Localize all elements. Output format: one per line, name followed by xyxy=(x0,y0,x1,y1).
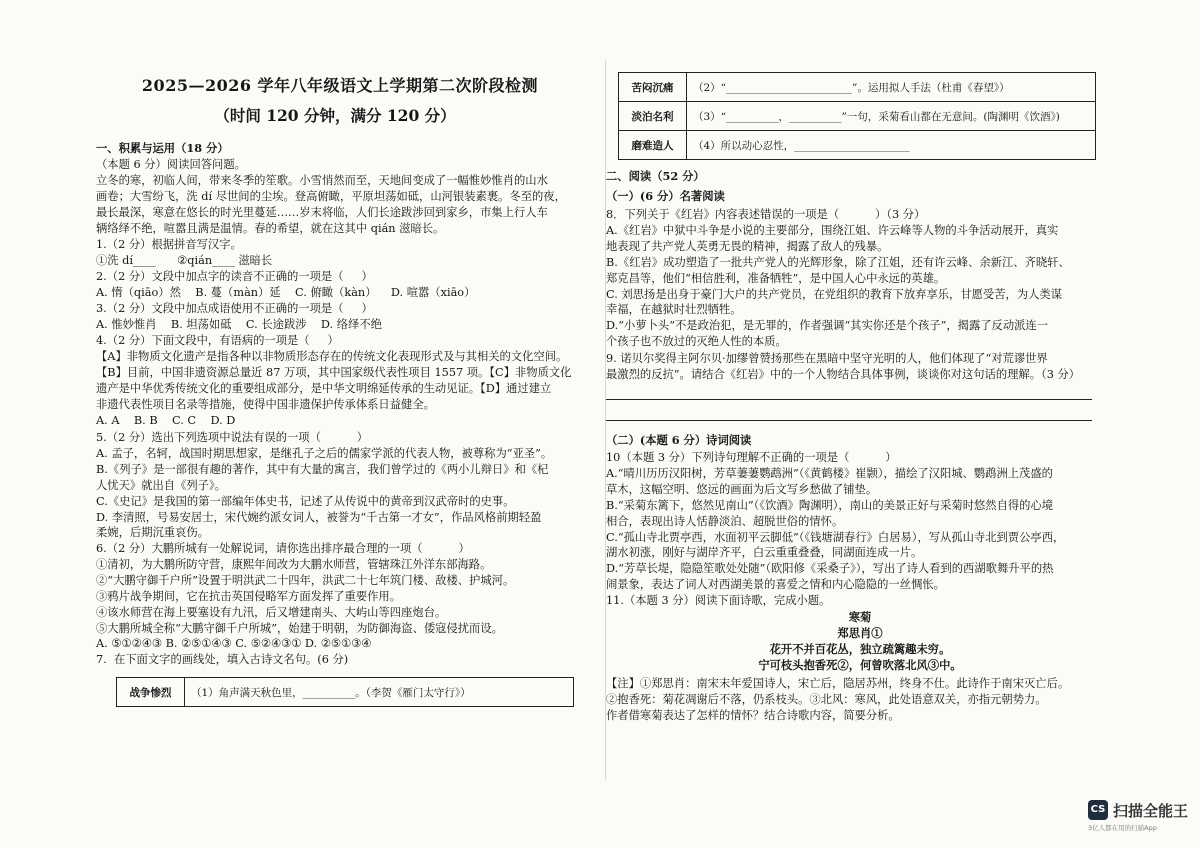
table-row xyxy=(619,102,1096,131)
poem-line: 花开不并百花丛，独立疏篱趣未穷。 xyxy=(769,642,951,656)
question-1: 1.（2 分）根据拼音写汉字。 ①洗 dí____ ②qián____ 滋暗长 xyxy=(96,238,273,267)
question-2: 2.（2 分）文段中加点字的读音不正确的一项是（ ） A. 惰（qiāo）然 B. 蔓（màn）延 C. 俯瞰（kàn） D. 喧嚣（xiāo） xyxy=(96,270,476,299)
question-3: 3.（2 分）文段中加点成语使用不正确的一项是（ ） A. 惟妙惟肖 B. 坦荡如砥 C. 长途跋涉 D. 络绎不绝 xyxy=(96,302,382,331)
watermark-name: 扫描全能王 xyxy=(1113,802,1189,820)
watermark-tagline: 3亿人都在用的扫描App xyxy=(1088,824,1157,832)
question-7: 7. 在下面文字的画线处，填入古诗文名句。(6 分) xyxy=(96,653,349,666)
poem-fill-table-left xyxy=(116,677,574,707)
table-row-content[interactable]: （3）“__________，__________”一句，采菊看山都在无意间。(陶渊明《饮酒》) xyxy=(687,102,1096,131)
question-8: 8．下列关于《红岩》内容表述错误的一项是（ ）（3 分） A.《红岩》中狱中斗争是小说的主要部分，围绕江姐、许云峰等人物的斗争活动展开，真实 地表现了共产党人英勇无畏的精神，揭露了敌人的残暴。 B.《红岩》成功塑造了一批共产党人的光辉形象，除了江姐，还有许云峰、余新江、齐晓轩、 郑克昌等，他们“相信胜利，准备牺牲”，是中国人心中永远的英雄。 C. 刘思扬是出身于豪门大户的共产党员，在党组织的教育下放弃享乐，甘愿受苦，为人类谋 幸福，在越狱时壮烈牺牲。 D.“小萝卜头”不是政治犯，是无罪的，作者强调“其实你还是个孩子”，揭露了反动派连一 个孩子也不放过的灭绝人性的本质。 xyxy=(606,208,1070,349)
table-row xyxy=(117,678,574,707)
table-row-content[interactable]: （1）角声满天秋色里，__________。（李贺《雁门太守行》） xyxy=(185,678,574,707)
poem-line: 宁可枝头抱香死②，何曾吹落北风③中。 xyxy=(758,658,962,672)
intro-text: （本题 6 分）阅读回答问题。 xyxy=(96,158,246,171)
question-9: 9. 诺贝尔奖得主阿尔贝·加缪曾赞扬那些在黑暗中坚守光明的人，他们体现了“对荒谬世界 最激烈的反抗”。请结合《红岩》中的一个人物结合具体事例，谈谈你对这句话的理解。（3 分） xyxy=(606,352,1081,381)
subsection-1-heading: （一）(6 分）名著阅读 xyxy=(606,189,725,203)
table-row xyxy=(619,73,1096,102)
table-row xyxy=(619,131,1096,160)
question-5: 5.（2 分）选出下列选项中说法有误的一项（ ） A. 孟子，名轲，战国时期思想家，是继孔子之后的儒家学派的代表人物，被尊称为“亚圣”。 B.《列子》是一部很有趣的著作，其中有大量的寓言，我们曾学过的《两小儿辩日》和《杞 人忧天》就出自《列子》。 C.《史记》是我国的第一部编年体史书，记述了从传说中的黄帝到汉武帝时的史事。 D. 李清照，号易安居士，宋代婉约派女词人，被誉为“千古第一才女”，作品风格前期轻盈 柔婉，后期沉重哀伤。 xyxy=(96,431,553,540)
section-1-heading: 一、积累与运用（18 分） xyxy=(96,141,229,155)
poem-title: 寒菊 xyxy=(848,610,872,624)
question-4: 4.（2 分）下面文段中，有语病的一项是（ ） 【A】非物质文化遗产是指各种以非物质形态存在的传统文化表现形式及与其相关的文化空间。 【B】目前，中国非遗资源总量近 87 万项，其中国家级代表性项目 1557 项。【C】非物质文化 遗产是中华优秀传统文化的重要组成部分，是中华文明绵延传承的生动见证。【D】通过建立 非遗代表性项目名录等措施，使得中国非遗保护传承体系日益健全。 A. A B. B C. C D. D xyxy=(96,334,572,427)
table-row-key: 淡泊名利 xyxy=(619,102,687,131)
camscanner-icon: CS xyxy=(1088,800,1108,820)
table-row-content[interactable]: （2）“________________________”。运用拟人手法（杜甫《春望》） xyxy=(687,73,1096,102)
question-10: 10（本题 3 分）下列诗句理解不正确的一项是（ ） A.“晴川历历汉阳树，芳草萋萋鹦鹉洲”（《黄鹤楼》崔颢），描绘了汉阳城、鹦鹉洲上茂盛的 草木，这幅空明、悠远的画面为后文写乡愁做了铺垫。 B.“采菊东篱下，悠然见南山”（《饮酒》陶渊明），南山的美景正好与采菊时悠然自得的心境 相合，表现出诗人恬静淡泊、超脱世俗的情怀。 C.“孤山寺北贾亭西，水面初平云脚低”（《钱塘湖春行》白居易），写从孤山寺北到贾公亭西， 湖水初涨，刚好与湖岸齐平，白云重重叠叠，同湖面连成一片。 D.“芳草长堤，隐隐笙歌处处随”（欧阳修《采桑子》），写出了诗人看到的西湖歌舞升平的热 闹景象，表达了词人对西湖美景的喜爱之情和内心隐隐的一丝惆怅。 xyxy=(606,451,1065,592)
exam-title: 2025—2026 学年八年级语文上学期第二次阶段检测 xyxy=(141,76,539,95)
answer-line xyxy=(606,420,1092,421)
poem-author: 郑思肖① xyxy=(837,626,883,640)
question-6: 6.（2 分）大鹏所城有一处解说词，请你选出排序最合理的一项（ ） ①清初，为大鹏所防守营，康熙年间改为大鹏水师营，管辖珠江外洋东部海路。 ②“大鹏守御千户所”设置于明洪武二十四年，洪武二十七年筑门楼、敌楼、护城河。 ③鸦片战争期间，它在抗击英国侵略军方面发挥了重要作用。 ④该水师营在海上要塞设有九汛，后又增建南头、大屿山等四座炮台。 ⑤大鹏所城全称“大鹏守御千户所城”，始建于明朝，为防御海盗、倭寇侵扰而设。 A. ⑤①②④③ B. ②⑤①④③ C. ⑤②④③① D. ②⑤①③④ xyxy=(96,542,515,651)
table-row-content[interactable]: （4）所以动心忍性，______________________ xyxy=(687,131,1096,160)
table-row-key: 磨难造人 xyxy=(619,131,687,160)
table-row-key: 战争惨烈 xyxy=(117,678,185,707)
table-row-key: 苦闷沉痛 xyxy=(619,73,687,102)
poem-fill-table-right xyxy=(618,72,1096,160)
passage: 立冬的寒，初临人间，带来冬季的笙歌。小雪悄然而至，天地间变成了一幅惟妙惟肖的山水 画卷；大雪纷飞，洗 dí 尽世间的尘埃。登高俯瞰，平原坦荡如砥，山河银装素裹。冬至的夜， 最长最深，寒意在悠长的时光里蔓延……岁末将临，人们长途跋涉回到家乡，市集上行人车 辆络绎不绝，喧嚣且满是温情。春的希望，就在这其中 qián 滋暗长。 xyxy=(96,174,566,235)
exam-subtitle: （时间 120 分钟，满分 120 分） xyxy=(214,106,456,125)
answer-line xyxy=(606,399,1092,400)
poem-notes: 【注】①郑思肖：南宋末年爱国诗人，宋亡后，隐居苏州，终身不仕。此诗作于南宋灭亡后。 ②抱香死：菊花凋谢后不落，仍系枝头。③北风：寒风，此处语意双关，亦指元朝势力。 作者借寒菊表达了怎样的情怀？结合诗歌内容，简要分析。 xyxy=(606,677,1070,722)
section-2-heading: 二、阅读（52 分） xyxy=(606,169,705,183)
question-11: 11.（本题 3 分）阅读下面诗歌，完成小题。 xyxy=(606,594,831,607)
subsection-2-heading: （二）(本题 6 分）诗词阅读 xyxy=(606,433,752,447)
